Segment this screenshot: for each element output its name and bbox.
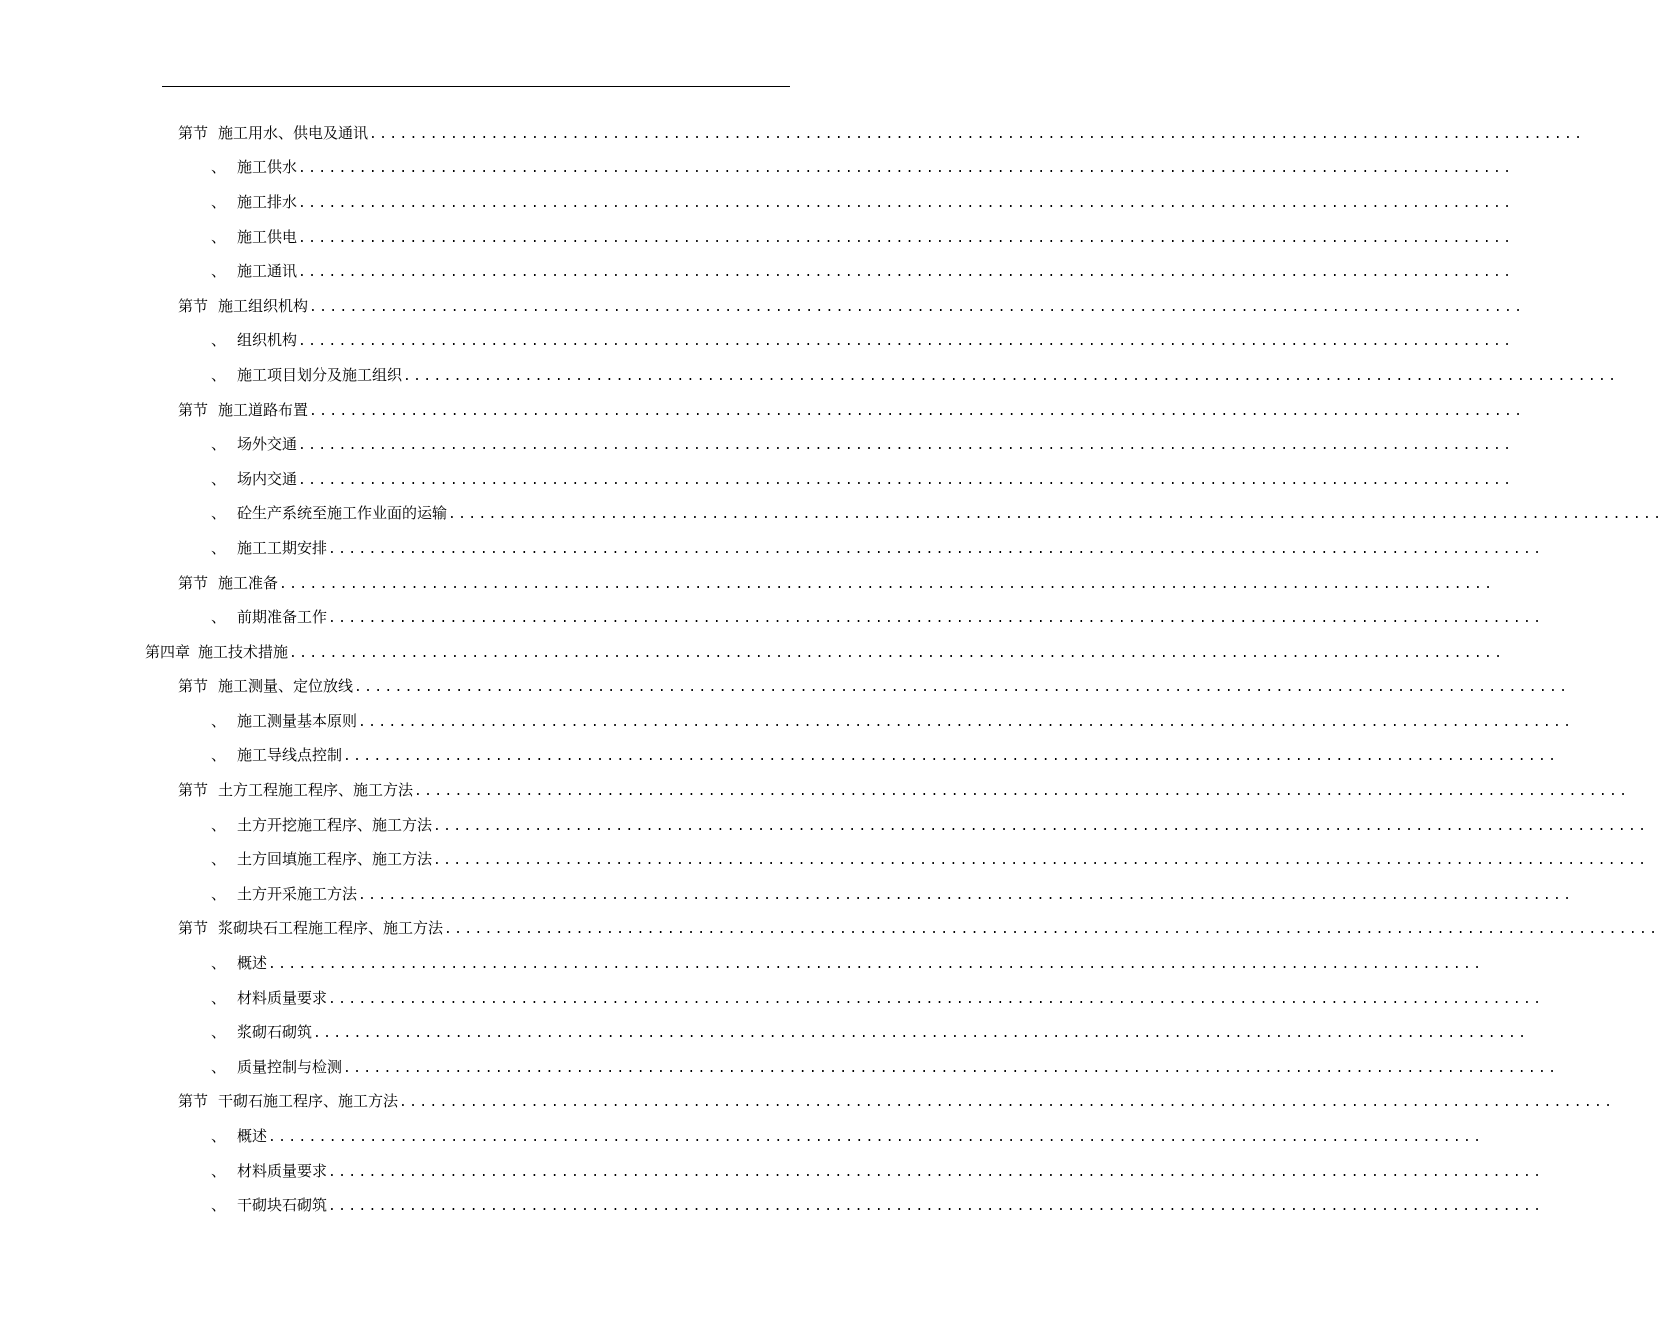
toc-dot-leader: ........................................................................................................................ [433, 818, 1649, 834]
toc-entry-number: 、 [211, 331, 227, 350]
toc-entry-number: 第节 [178, 400, 209, 419]
toc-entry-item[interactable] [0, 324, 1514, 359]
toc-dot-leader: ........................................................................................................................ [268, 1130, 1484, 1146]
toc-dot-leader: ........................................................................................................................ [448, 507, 1663, 523]
toc-dot-leader: ........................................................................................................................ [328, 1164, 1544, 1180]
header-rule [162, 86, 790, 87]
toc-entry-title: 概述 [237, 1127, 268, 1146]
toc-entry-title: 砼生产系统至施工作业面的运输 [237, 504, 448, 523]
toc-entry-number: 、 [211, 988, 227, 1007]
toc-entry-section[interactable] [0, 393, 1525, 428]
toc-dot-leader: ........................................................................................................................ [328, 1199, 1544, 1215]
toc-entry-title: 施工供电 [237, 227, 298, 246]
toc-entry-item[interactable] [0, 1015, 1529, 1050]
toc-dot-leader: ........................................................................................................................ [328, 541, 1544, 557]
toc-dot-leader: ........................................................................................................................ [369, 126, 1585, 142]
toc-entry-number: 第节 [178, 123, 209, 142]
toc-entry-title: 施工技术措施 [198, 642, 289, 661]
toc-entry-number: 第节 [178, 781, 209, 800]
toc-entry-title: 前期准备工作 [237, 608, 328, 627]
toc-entry-title: 土方回填施工程序、施工方法 [237, 850, 433, 869]
toc-dot-leader: ........................................................................................................................ [354, 680, 1570, 696]
toc-dot-leader: ........................................................................................................................ [358, 887, 1574, 903]
toc-dot-leader: ........................................................................................................................ [289, 645, 1505, 661]
toc-entry-item[interactable] [0, 1154, 1544, 1189]
toc-entry-item[interactable] [0, 1188, 1544, 1223]
toc-entry-title: 施工测量、定位放线 [218, 677, 354, 696]
toc-entry-title: 施工用水、供电及通讯 [218, 123, 369, 142]
toc-entry-section[interactable] [0, 1085, 1615, 1120]
toc-entry-number: 、 [211, 262, 227, 281]
toc-entry-number: 、 [211, 1057, 227, 1076]
toc-entry-number: 第节 [178, 296, 209, 315]
toc-entry-number: 第四章 [145, 642, 191, 661]
toc-entry-section[interactable] [0, 289, 1525, 324]
toc-dot-leader: ........................................................................................................................ [279, 576, 1495, 592]
toc-dot-leader: ........................................................................................................................ [343, 1060, 1559, 1076]
toc-entry-number: 、 [211, 815, 227, 834]
toc-entry-item[interactable] [0, 946, 1484, 981]
toc-entry-chapter[interactable] [0, 635, 1505, 670]
toc-entry-title: 施工准备 [218, 573, 279, 592]
toc-entry-title: 施工组织机构 [218, 296, 309, 315]
toc-entry-title: 概述 [237, 954, 268, 973]
toc-entry-number: 、 [211, 227, 227, 246]
toc-entry-title: 质量控制与检测 [237, 1057, 343, 1076]
toc-entry-title: 施工通讯 [237, 262, 298, 281]
toc-entry-number: 第节 [178, 573, 209, 592]
table-of-contents [0, 116, 1663, 1223]
toc-dot-leader: ........................................................................................................................ [328, 611, 1544, 627]
toc-dot-leader: ........................................................................................................................ [358, 714, 1574, 730]
toc-entry-item[interactable] [0, 981, 1544, 1016]
toc-entry-number: 、 [211, 365, 227, 384]
toc-entry-number: 、 [211, 192, 227, 211]
toc-entry-item[interactable] [0, 220, 1514, 255]
toc-entry-number: 、 [211, 954, 227, 973]
toc-entry-item[interactable] [0, 739, 1559, 774]
toc-entry-title: 干砌石施工程序、施工方法 [218, 1092, 399, 1111]
toc-entry-item[interactable] [0, 185, 1514, 220]
toc-entry-title: 土方开挖施工程序、施工方法 [237, 815, 433, 834]
toc-entry-number: 、 [211, 1196, 227, 1215]
toc-entry-title: 施工排水 [237, 192, 298, 211]
toc-entry-number: 、 [211, 158, 227, 177]
toc-entry-title: 材料质量要求 [237, 988, 328, 1007]
toc-entry-item[interactable] [0, 427, 1514, 462]
toc-entry-section[interactable] [0, 116, 1585, 151]
toc-entry-number: 第节 [178, 919, 209, 938]
toc-entry-title: 场外交通 [237, 435, 298, 454]
toc-dot-leader: ........................................................................................................................ [298, 438, 1514, 454]
toc-entry-number: 、 [211, 469, 227, 488]
toc-entry-item[interactable] [0, 254, 1514, 289]
toc-entry-title: 施工测量基本原则 [237, 711, 358, 730]
toc-dot-leader: ........................................................................................................................ [298, 161, 1514, 177]
toc-dot-leader: ........................................................................................................................ [414, 784, 1630, 800]
toc-dot-leader: ........................................................................................................................ [444, 922, 1660, 938]
toc-entry-number: 第节 [178, 1092, 209, 1111]
toc-entry-item[interactable] [0, 808, 1649, 843]
toc-entry-number: 、 [211, 608, 227, 627]
toc-entry-title: 土方工程施工程序、施工方法 [218, 781, 414, 800]
toc-entry-title: 施工导线点控制 [237, 746, 343, 765]
toc-entry-title: 施工项目划分及施工组织 [237, 365, 403, 384]
toc-entry-number: 、 [211, 435, 227, 454]
toc-entry-title: 施工供水 [237, 158, 298, 177]
toc-entry-item[interactable] [0, 1119, 1484, 1154]
toc-entry-item[interactable] [0, 497, 1663, 532]
toc-dot-leader: ........................................................................................................................ [313, 1026, 1529, 1042]
toc-entry-item[interactable] [0, 1050, 1559, 1085]
toc-entry-item[interactable] [0, 358, 1619, 393]
toc-entry-section[interactable] [0, 773, 1630, 808]
toc-entry-item[interactable] [0, 704, 1574, 739]
toc-entry-title: 浆砌块石工程施工程序、施工方法 [218, 919, 444, 938]
toc-entry-item[interactable] [0, 877, 1574, 912]
toc-entry-item[interactable] [0, 531, 1544, 566]
toc-dot-leader: ........................................................................................................................ [309, 299, 1525, 315]
toc-entry-title: 土方开采施工方法 [237, 884, 358, 903]
toc-entry-title: 浆砌石砌筑 [237, 1023, 313, 1042]
toc-entry-number: 、 [211, 850, 227, 869]
toc-entry-section[interactable] [0, 566, 1495, 601]
toc-dot-leader: ........................................................................................................................ [298, 472, 1514, 488]
toc-entry-title: 施工道路布置 [218, 400, 309, 419]
toc-entry-item[interactable] [0, 842, 1649, 877]
toc-entry-number: 、 [211, 1023, 227, 1042]
toc-entry-section[interactable] [0, 670, 1570, 705]
toc-entry-number: 、 [211, 711, 227, 730]
toc-dot-leader: ........................................................................................................................ [433, 853, 1649, 869]
toc-entry-number: 、 [211, 1127, 227, 1146]
toc-entry-number: 、 [211, 538, 227, 557]
toc-dot-leader: ........................................................................................................................ [399, 1095, 1615, 1111]
toc-entry-title: 材料质量要求 [237, 1161, 328, 1180]
toc-entry-title: 施工工期安排 [237, 538, 328, 557]
toc-dot-leader: ........................................................................................................................ [309, 403, 1525, 419]
toc-dot-leader: ........................................................................................................................ [298, 334, 1514, 350]
toc-entry-title: 干砌块石砌筑 [237, 1196, 328, 1215]
toc-entry-item[interactable] [0, 600, 1544, 635]
toc-entry-number: 、 [211, 1161, 227, 1180]
toc-dot-leader: ........................................................................................................................ [328, 991, 1544, 1007]
toc-entry-number: 、 [211, 746, 227, 765]
toc-entry-number: 、 [211, 504, 227, 523]
toc-dot-leader: ........................................................................................................................ [298, 265, 1514, 281]
toc-dot-leader: ........................................................................................................................ [298, 195, 1514, 211]
toc-dot-leader: ........................................................................................................................ [343, 749, 1559, 765]
toc-entry-title: 场内交通 [237, 469, 298, 488]
toc-entry-item[interactable] [0, 151, 1514, 186]
toc-entry-section[interactable] [0, 912, 1660, 947]
toc-entry-title: 组织机构 [237, 331, 298, 350]
toc-dot-leader: ........................................................................................................................ [403, 368, 1619, 384]
toc-dot-leader: ........................................................................................................................ [268, 957, 1484, 973]
toc-entry-number: 、 [211, 884, 227, 903]
toc-entry-item[interactable] [0, 462, 1514, 497]
toc-dot-leader: ........................................................................................................................ [298, 230, 1514, 246]
toc-entry-number: 第节 [178, 677, 209, 696]
